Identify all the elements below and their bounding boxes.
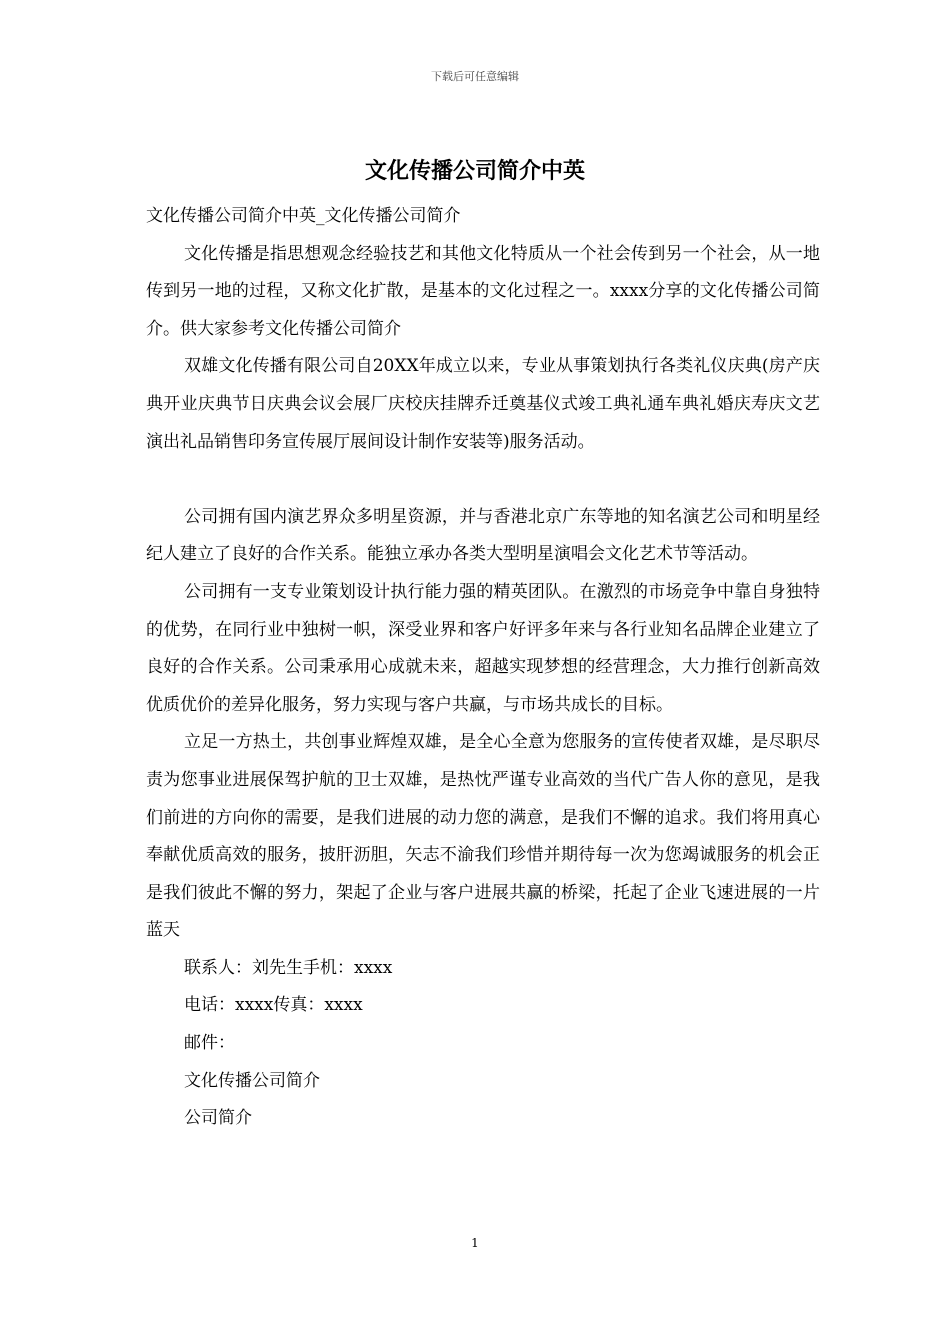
- paragraph-company-history: 双雄文化传播有限公司自20XX年成立以来，专业从事策划执行各类礼仪庆典(房产庆典开业庆典节日庆典会议会展厂庆校庆挂牌乔迁奠基仪式竣工典礼通车典礼婚庆寿庆文艺演出礼品销售印务宣传展厅展间设计制作安装等)服务活动。: [146, 356, 820, 452]
- paragraph-intro: 文化传播是指思想观念经验技艺和其他文化特质从一个社会传到另一个社会，从一地传到另一地的过程，又称文化扩散，是基本的文化过程之一。xxxx分享的文化传播公司简介。供大家参考文化传播公司简介: [146, 243, 820, 339]
- contact-person: 联系人：刘先生手机：xxxx: [184, 957, 393, 978]
- closing-line-2: 公司简介: [184, 1108, 252, 1129]
- closing-line-1: 文化传播公司简介: [184, 1070, 320, 1091]
- document-title: 文化传播公司简介中英: [364, 158, 585, 184]
- header-note: 下载后可任意编辑: [431, 70, 519, 83]
- paragraph-mission: 立足一方热土，共创事业辉煌双雄，是全心全意为您服务的宣传使者双雄，是尽职尽责为您事业进展保驾护航的卫士双雄，是热忱严谨专业高效的当代广告人你的意见，是我们前进的方向你的需要，是我们进展的动力您的满意，是我们不懈的追求。我们将用真心奉献优质高效的服务，披肝沥胆，矢志不渝我们珍惜并期待每一次为您竭诚服务的机会正是我们彼此不懈的努力，架起了企业与客户进展共赢的桥梁，托起了企业飞速进展的一片蓝天: [146, 732, 820, 941]
- contact-phone-fax: 电话：xxxx传真：xxxx: [184, 995, 363, 1016]
- blank-line: [146, 461, 820, 499]
- page-number: 1: [471, 1236, 479, 1250]
- document-body: [146, 198, 820, 1138]
- document-subtitle: 文化传播公司简介中英_文化传播公司简介: [146, 206, 461, 226]
- contact-email: 邮件：: [184, 1033, 235, 1054]
- paragraph-artist-resources: 公司拥有国内演艺界众多明星资源，并与香港北京广东等地的知名演艺公司和明星经纪人建立了良好的合作关系。能独立承办各类大型明星演唱会文化艺术节等活动。: [146, 506, 820, 565]
- paragraph-team: 公司拥有一支专业策划设计执行能力强的精英团队。在激烈的市场竞争中靠自身独特的优势，在同行业中独树一帜，深受业界和客户好评多年来与各行业知名品牌企业建立了良好的合作关系。公司秉承用心成就未来，超越实现梦想的经营理念，大力推行创新高效优质优价的差异化服务，努力实现与客户共赢，与市场共成长的目标。: [146, 581, 820, 715]
